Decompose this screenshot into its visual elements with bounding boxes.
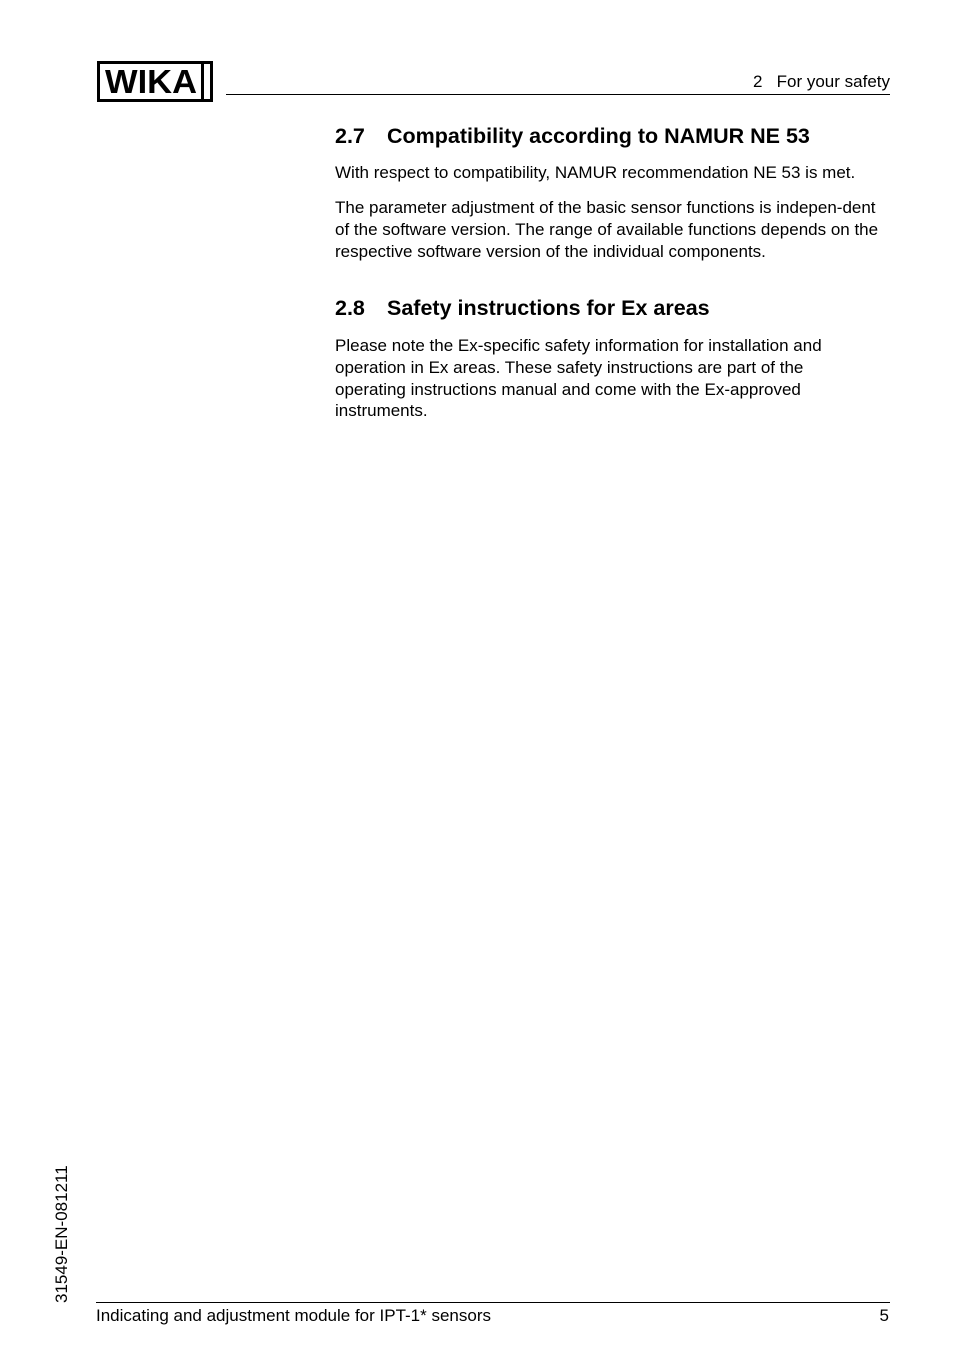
section-number: 2.7 [335, 124, 365, 148]
section-number: 2.8 [335, 296, 365, 320]
running-header: 2 For your safety [753, 72, 890, 91]
section-title: Compatibility according to NAMUR NE 53 [387, 124, 810, 148]
paragraph: Please note the Ex-specific safety information for installation and operation in Ex areas. These safety instructions are part of the operating instructions manual and come with the Ex-approved instruments. [335, 336, 822, 421]
document-number: 31549-EN-081211 [52, 1165, 71, 1303]
paragraph: The parameter adjustment of the basic sensor functions is indepen-dent of the software version. The range of available functions depends on the respective software version of the individual components. [335, 198, 879, 261]
paragraph: With respect to compatibility, NAMUR recommendation NE 53 is met. [335, 163, 856, 182]
svg-text:WIKA: WIKA [105, 63, 197, 100]
header-divider [226, 94, 890, 95]
section-title: Safety instructions for Ex areas [387, 296, 710, 320]
section-heading-2-8 [335, 294, 710, 322]
footer-divider [96, 1302, 890, 1303]
page-number: 5 [879, 1306, 889, 1325]
footer-title: Indicating and adjustment module for IPT-1* sensors [96, 1306, 491, 1325]
wika-logo [97, 61, 213, 102]
section-heading-2-7 [335, 122, 810, 150]
